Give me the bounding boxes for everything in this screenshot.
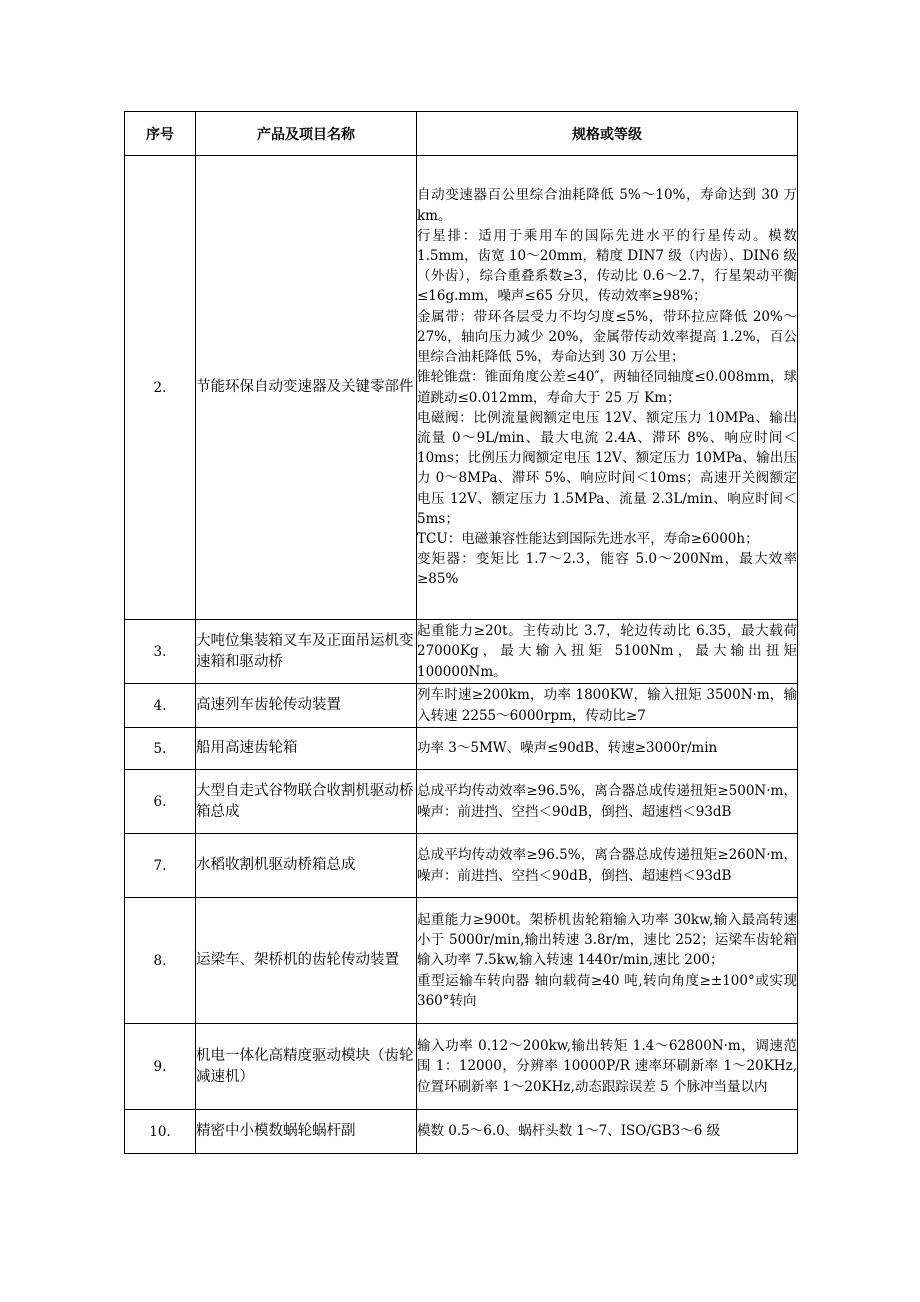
table-row [125,728,798,770]
product-name: 水稻收割机驱动桥箱总成 [196,834,417,898]
table-row [125,770,798,834]
spec-cell [417,728,798,770]
table-row [125,156,798,620]
row-number: 10. [125,1110,196,1154]
spec-cell [417,620,798,684]
product-name: 高速列车齿轮传动装置 [196,684,417,728]
table-row [125,1110,798,1154]
spec-line: 变矩器：变矩比 1.7～2.3，能容 5.0～200Nm，最大效率≥85% [417,551,797,588]
spec-line: TCU：电磁兼容性能达到国际先进水平，寿命≥6000h； [417,530,759,547]
header-no: 序号 [125,112,196,156]
table-header-row [125,112,798,156]
product-name: 大吨位集装箱叉车及正面吊运机变速箱和驱动桥 [196,620,417,684]
product-name: 节能环保自动变速器及关键零部件 [196,156,417,620]
row-number: 5. [125,728,196,770]
spec-line: 金属带：带环各层受力不均匀度≤5%，带环拉应降低 20%～27%，轴向压力减少 20%，金属带传动效率提高 1.2%，百公里综合油耗降低 5%，寿命达到 30 万公里； [417,308,797,366]
spec-cell [417,156,798,620]
spec-line: 起重能力≥20t。主传动比 3.7，轮边传动比 6.35，最大载荷 27000Kg，最大输入扭矩 5100Nm，最大输出扭矩 100000Nm。 [417,623,797,680]
spec-line: 功率 3～5MW、噪声≤90dB、转速≥3000r/min [417,740,718,757]
spec-line: 列车时速≥200km，功率 1800KW，输入扭矩 3500N·m，输入转速 2255～6000rpm，传动比≥7 [417,687,797,724]
header-spec: 规格或等级 [417,112,798,156]
row-number: 7. [125,834,196,898]
spec-cell [417,684,798,728]
spec-cell [417,834,798,898]
row-number: 8. [125,898,196,1024]
table-row [125,684,798,728]
row-number: 6. [125,770,196,834]
table-body [125,156,798,1154]
product-name: 运梁车、架桥机的齿轮传动装置 [196,898,417,1024]
spec-line: 行星排：适用于乘用车的国际先进水平的行星传动。模数 1.5mm，齿宽 10～20mm，精度 DIN7 级（内齿）、DIN6 级（外齿），综合重叠系数≥3，传动比 0.6～2.7，行星架动平衡≤16g.mm，噪声≤65 分贝，传动效率≥98%； [417,227,797,305]
row-number: 2. [125,156,196,620]
spec-line: 模数 0.5～6.0、蜗杆头数 1～7、ISO/GB3～6 级 [417,1123,721,1140]
product-name: 机电一体化高精度驱动模块（齿轮减速机） [196,1024,417,1110]
row-number: 3. [125,620,196,684]
table-row [125,1024,798,1110]
spec-line: 锥轮锥盘：锥面角度公差≤40″，两轴径同轴度≤0.008mm，球道跳动≤0.012mm，寿命大于 25 万 Km； [417,369,797,406]
product-name: 大型自走式谷物联合收割机驱动桥箱总成 [196,770,417,834]
header-name: 产品及项目名称 [196,112,417,156]
row-number: 9. [125,1024,196,1110]
spec-cell [417,1024,798,1110]
product-name: 船用高速齿轮箱 [196,728,417,770]
spec-line: 总成平均传动效率≥96.5%，离合器总成传递扭矩≥260N·m，噪声：前进挡、空挡＜90dB，倒挡、超速档＜93dB [417,847,797,884]
row-number: 4. [125,684,196,728]
spec-line: 重型运输车转向器 轴向载荷≥40 吨,转向角度≥±100°或实现 360°转向 [417,972,797,1009]
table-row [125,620,798,684]
spec-table [124,111,798,1154]
table-row [125,834,798,898]
spec-line: 自动变速器百公里综合油耗降低 5%～10%，寿命达到 30 万 km。 [417,187,797,224]
spec-line: 电磁阀：比例流量阀额定电压 12V、额定压力 10MPa、输出流量 0～9L/min、最大电流 2.4A、滞环 8%、响应时间＜10ms；比例压力阀额定电压 12V、额定压力 10MPa、输出压力 0～8MPa、滞环 5%、响应时间＜10ms；高速开关阀额定电压 12V、额定压力 1.5MPa、流量 2.3L/min、响应时间＜5ms； [417,409,797,527]
spec-cell [417,770,798,834]
spec-line: 输入功率 0.12～200kw,输出转矩 1.4～62800N·m，调速范围 1：12000，分辨率 10000P/R 速率环刷新率 1～20KHz,位置环刷新率 1～20KHz,动态跟踪误差 5 个脉冲当量以内 [417,1038,797,1095]
table-row [125,898,798,1024]
spec-cell [417,898,798,1024]
spec-line: 总成平均传动效率≥96.5%，离合器总成传递扭矩≥500N·m，噪声：前进挡、空挡＜90dB，倒挡、超速档＜93dB [417,783,797,820]
spec-cell [417,1110,798,1154]
spec-line: 起重能力≥900t。架桥机齿轮箱输入功率 30kw,输入最高转速小于 5000r/min,输出转速 3.8r/m，速比 252；运梁车齿轮箱输入功率 7.5kw,输入转速 1440r/min,速比 200； [417,911,797,969]
product-name: 精密中小模数蜗轮蜗杆副 [196,1110,417,1154]
